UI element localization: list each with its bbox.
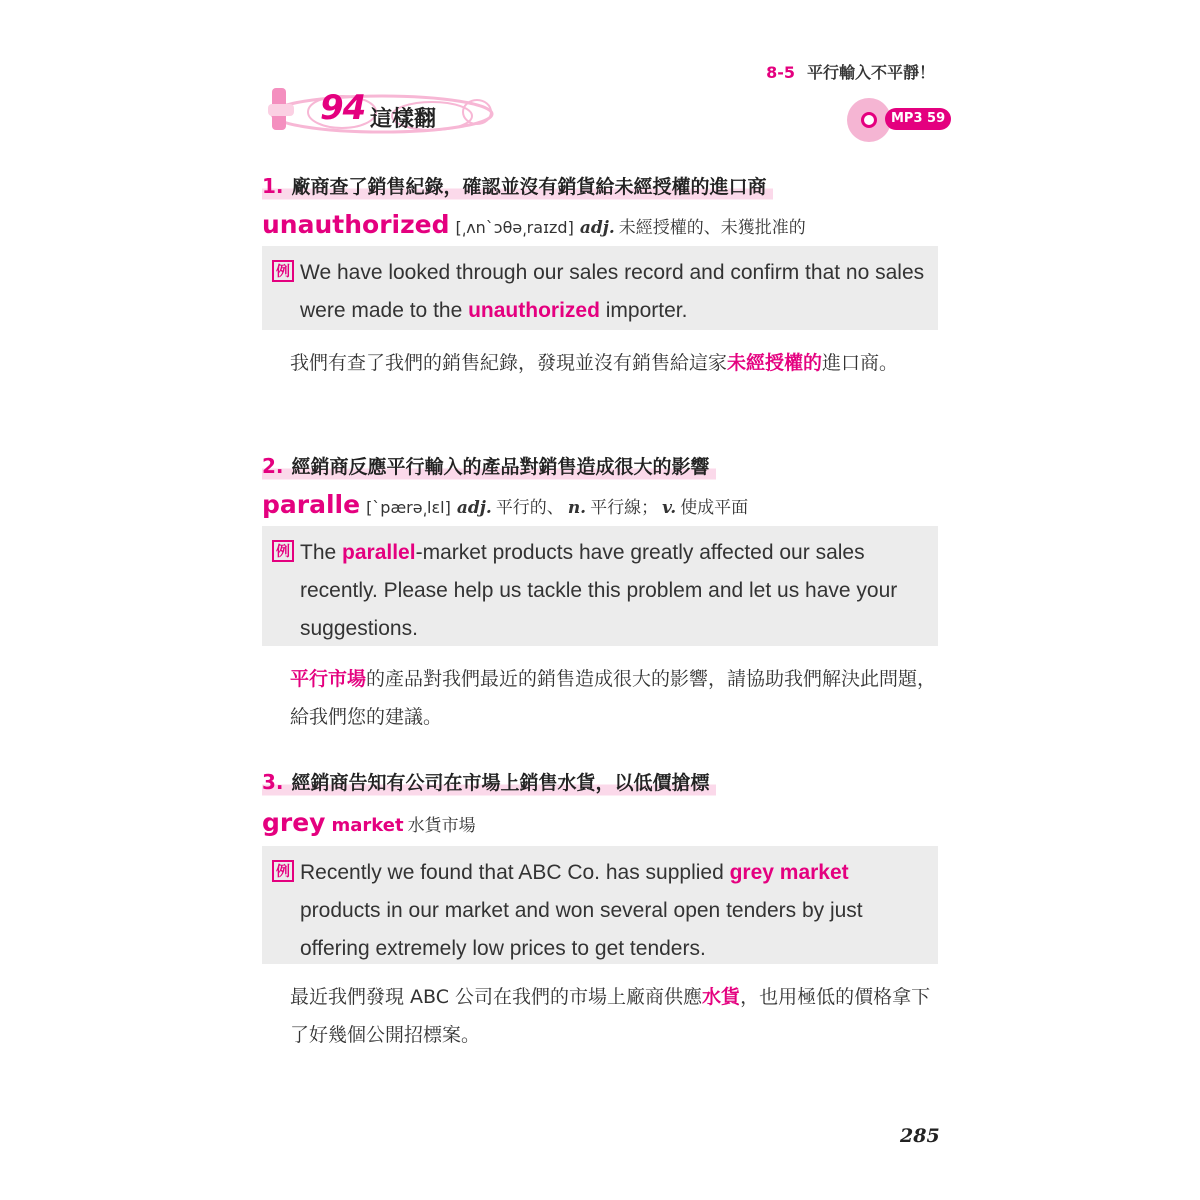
entry-number: 2. bbox=[262, 454, 284, 478]
section-number: 8-5 bbox=[766, 63, 795, 82]
entry-1-example bbox=[262, 246, 938, 330]
entry-2-translation bbox=[290, 660, 940, 736]
entry-2-heading bbox=[262, 452, 716, 482]
definition: 未經授權的、未獲批准的 bbox=[618, 218, 806, 238]
vocab-word: paralle bbox=[262, 490, 361, 519]
entry-1-translation bbox=[290, 344, 940, 382]
vocab-word: grey bbox=[262, 808, 326, 837]
mp3-label: MP3 59 bbox=[885, 108, 951, 130]
entry-heading-text: 經銷商反應平行輸入的產品對銷售造成很大的影響 bbox=[291, 456, 710, 478]
entry-heading-text: 廠商查了銷售紀錄，確認並沒有銷貨給未經授權的進口商 bbox=[291, 176, 767, 198]
disc-center-icon bbox=[861, 112, 877, 128]
definition: 平行的、 bbox=[495, 498, 564, 518]
definition: 水貨市場 bbox=[407, 816, 476, 836]
entry-3-vocab bbox=[262, 808, 476, 837]
section-heading: 平行輸入不平靜！ bbox=[806, 63, 935, 82]
example-mark-icon: 例 bbox=[272, 860, 294, 882]
definition: 使成平面 bbox=[680, 498, 749, 518]
entry-2-vocab bbox=[262, 490, 748, 519]
vocab-word-second: market bbox=[331, 815, 404, 836]
mp3-track-badge[interactable] bbox=[847, 96, 947, 144]
example-mark-icon: 例 bbox=[272, 260, 294, 282]
translation-highlight: 水貨 bbox=[702, 986, 741, 1008]
page-number: 285 bbox=[900, 1125, 940, 1147]
example-mark-icon: 例 bbox=[272, 540, 294, 562]
title-number: 94 bbox=[320, 88, 366, 128]
part-of-speech: n. bbox=[567, 498, 587, 518]
entry-1-vocab bbox=[262, 210, 806, 239]
example-highlight: unauthorized bbox=[468, 299, 600, 322]
translation-text: 最近我們發現 ABC 公司在我們的市場上廠商供應 bbox=[290, 986, 703, 1008]
entry-3-heading bbox=[262, 768, 716, 798]
translation-text: 我們有查了我們的銷售紀錄，發現並沒有銷售給這家 bbox=[290, 352, 728, 374]
entry-number: 1. bbox=[262, 174, 284, 198]
translation-text: 進口商。 bbox=[822, 352, 899, 374]
example-text: importer. bbox=[599, 299, 688, 322]
example-text: -market products have greatly affected our sales recently. Please help us tackle this problem and let us have your suggestions. bbox=[300, 541, 898, 640]
translation-highlight: 平行市場 bbox=[290, 668, 367, 690]
example-text: Recently we found that ABC Co. has supplied bbox=[300, 861, 730, 884]
translation-text: 的產品對我們最近的銷售造成很大的影響，請協助我們解決此問題，給我們您的建議。 bbox=[290, 668, 937, 728]
section-title-banner bbox=[262, 82, 502, 142]
part-of-speech: adj. bbox=[456, 498, 492, 518]
entry-number: 3. bbox=[262, 770, 284, 794]
example-text: The bbox=[300, 541, 343, 564]
entry-1-heading bbox=[262, 172, 773, 202]
part-of-speech: v. bbox=[662, 498, 677, 518]
example-highlight: parallel bbox=[342, 541, 416, 564]
translation-text: ，也用極低的價格拿下了好幾個公開招標案。 bbox=[290, 986, 931, 1046]
definition: 平行線； bbox=[590, 498, 659, 518]
translation-highlight: 未經授權的 bbox=[727, 352, 823, 374]
entry-2-example bbox=[262, 526, 938, 646]
pronunciation: [͵ʌnˋɔθə͵raɪzd] bbox=[455, 218, 574, 237]
entry-3-example bbox=[262, 846, 938, 964]
vocab-word: unauthorized bbox=[262, 210, 450, 239]
example-text: products in our market and won several open tenders by just offering extremely low prices to get tenders. bbox=[300, 899, 863, 960]
entry-heading-text: 經銷商告知有公司在市場上銷售水貨，以低價搶標 bbox=[291, 772, 710, 794]
example-highlight: grey market bbox=[729, 861, 849, 884]
title-text: 這樣翻 bbox=[370, 107, 437, 132]
pronunciation: [ˋpærə͵lɛl] bbox=[366, 498, 451, 517]
entry-3-translation bbox=[290, 978, 940, 1054]
part-of-speech: adj. bbox=[579, 218, 615, 238]
running-header bbox=[766, 60, 935, 83]
example-text: We have looked through our sales record and confirm that no sales were made to the bbox=[300, 261, 925, 322]
